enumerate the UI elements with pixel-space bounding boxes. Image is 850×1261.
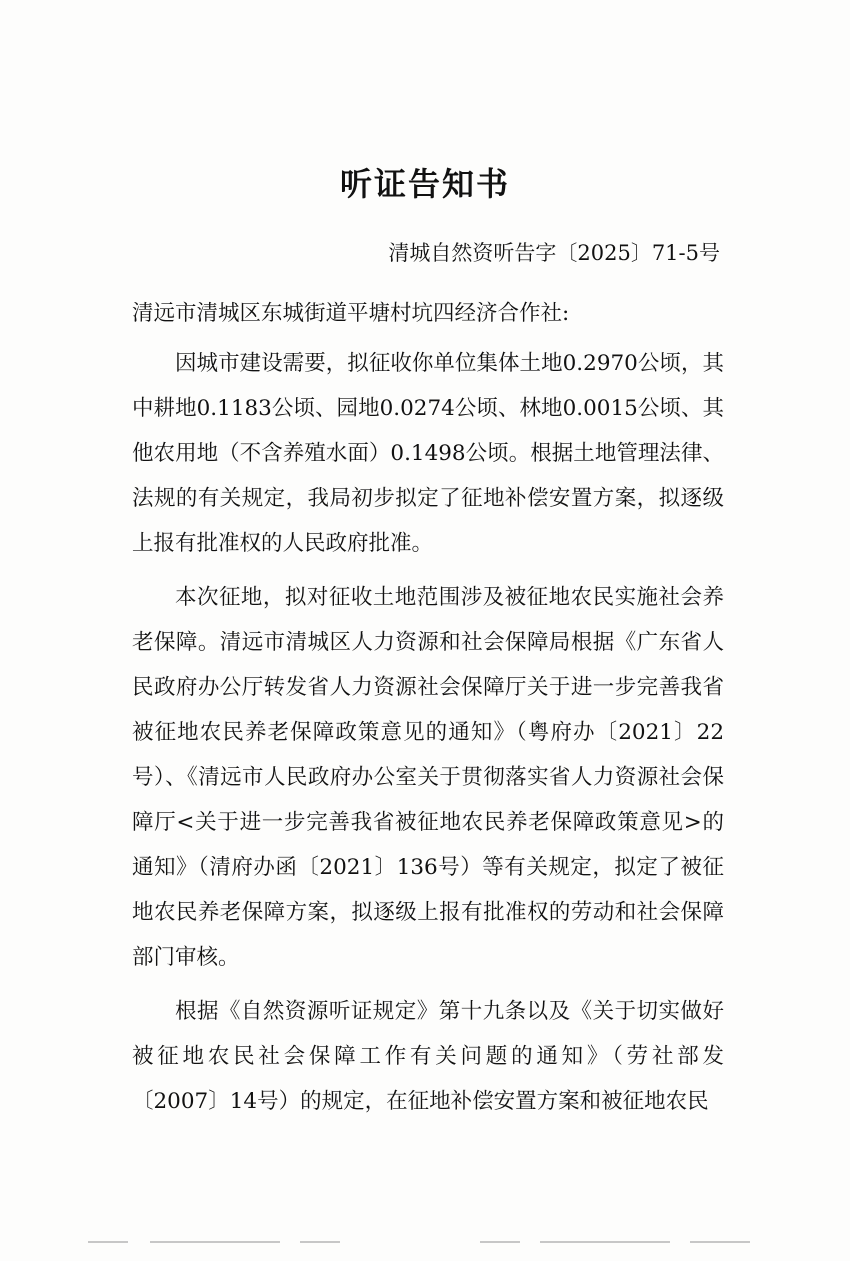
page-title: 听证告知书 (339, 165, 510, 203)
scan-speck (690, 1241, 750, 1243)
scan-speck (540, 1241, 670, 1243)
scan-speck (88, 1241, 128, 1243)
paragraph-pension-security: 本次征地，拟对征收土地范围涉及被征地农民实施社会养老保障。清远市清城区人力资源和社会保障局根据《广东省人民政府办公厅转发省人力资源社会保障厅关于进一步完善我省被征地农民养老保障政策意见的通知》（粤府办〔2021〕22号）、《清远市人民政府办公室关于贯彻落实省人力资源社会保障厅<关于进一步完善我省被征地农民养老保障政策意见>的通知》（清府办函〔2021〕136号）等有关规定，拟定了被征地农民养老保障方案，拟逐级上报有批准权的劳动和社会保障部门审核。 (132, 585, 724, 970)
scan-speck (150, 1241, 280, 1243)
addressee: 清远市清城区东城街道平塘村坑四经济合作社: (132, 301, 570, 326)
document-number: 清城自然资听告字〔2025〕71-5号 (388, 241, 720, 265)
scan-speck (480, 1241, 520, 1243)
scan-edge-marks (0, 1238, 850, 1248)
document-body (132, 291, 724, 1124)
paragraph-land-acquisition: 因城市建设需要，拟征收你单位集体土地0.2970公顷，其中耕地0.1183公顷、园地0.0274公顷、林地0.0015公顷、其他农用地（不含养殖水面）0.1498公顷。根据土地管理法律、法规的有关规定，我局初步拟定了征地补偿安置方案，拟逐级上报有批准权的人民政府批准。 (132, 351, 724, 556)
paragraph-hearing-basis: 根据《自然资源听证规定》第十九条以及《关于切实做好被征地农民社会保障工作有关问题的通知》（劳社部发〔2007〕14号）的规定，在征地补偿安置方案和被征地农民 (132, 999, 724, 1114)
scan-speck (300, 1241, 340, 1243)
